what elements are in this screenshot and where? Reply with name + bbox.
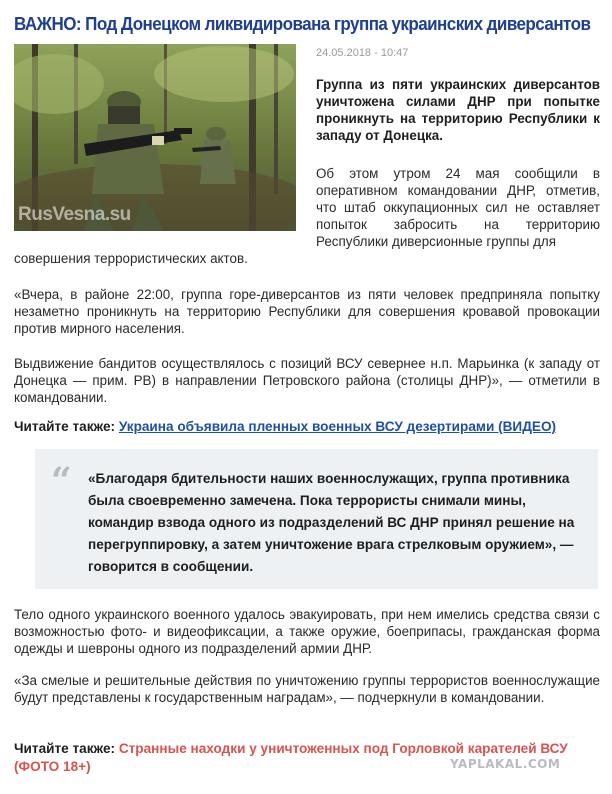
paragraph-6: «За смелые и решительные действия по уничтожению группы террористов военнослужащие будут представлены к государственным наградам», — подчеркнули в командовании. <box>14 673 600 705</box>
read-also-label: Читайте также: <box>14 741 116 756</box>
read-also-1 <box>14 418 604 436</box>
read-also-label: Читайте также: <box>14 419 116 434</box>
read-also-link-1[interactable]: Украина объявила пленных военных ВСУ дезертирами (ВИДЕО) <box>118 419 557 434</box>
article-lead: Группа из пяти украинских диверсантов уничтожена силами ДНР при попытке проникнуть на территорию Республики к западу от Донецка. <box>316 77 600 143</box>
soldiers-in-forest-image <box>14 44 296 231</box>
article-photo <box>14 44 296 231</box>
photo-watermark: RusVesna.su <box>18 204 131 225</box>
paragraph-2: «Вчера, в районе 22:00, группа горе-диверсантов из пяти человек предприняла попытку незаметно проникнуть на территорию Республики для совершения кровавой провокации против мирного населения. <box>14 287 600 336</box>
quote-text: «Благодаря бдительности наших военнослужащих, группа противника была своевременно замечена. Пока террористы снимали мины, командир взвода одного из подразделений ВС ДНР принял решение на перегруппировку, а затем уничтожение врага стрелковым оружием», — говорится в сообщении. <box>88 471 575 574</box>
paragraph-1-bottom: совершения террористических актов. <box>14 251 248 266</box>
paragraph-5: Тело одного украинского военного удалось эвакуировать, при нем имелись средства связи с возможностью фото- и видеофиксации, а также оружие, боеприпасы, гражданская форма одежды и шевроны одного из подразделений армии ДНР. <box>14 607 600 656</box>
quote-mark-icon: “ <box>51 460 72 502</box>
site-watermark: YAPLAKAL.COM <box>450 757 561 771</box>
quote-block <box>35 449 598 589</box>
article-title: ВАЖНО: Под Донецком ликвидирована группа украинских диверсантов <box>14 13 591 34</box>
paragraph-3: Выдвижение бандитов осуществлялось с позиций ВСУ севернее н.п. Марьинка (к западу от Донецка — прим. РВ) в направлении Петровского района (столицы ДНР)», — отметили в командовании. <box>14 356 600 405</box>
publish-date: 24.05.2018 - 10:47 <box>316 47 409 59</box>
paragraph-1-top: Об этом утром 24 мая сообщили в оперативном командовании ДНР, отметив, что штаб оккупационных сил не оставляет попыток забросить на территорию Республики диверсионные группы для <box>316 166 600 249</box>
read-also-link-2[interactable]: Странные находки у уничтоженных под Горловкой карателей ВСУ (ФОТО 18+) <box>14 741 568 774</box>
